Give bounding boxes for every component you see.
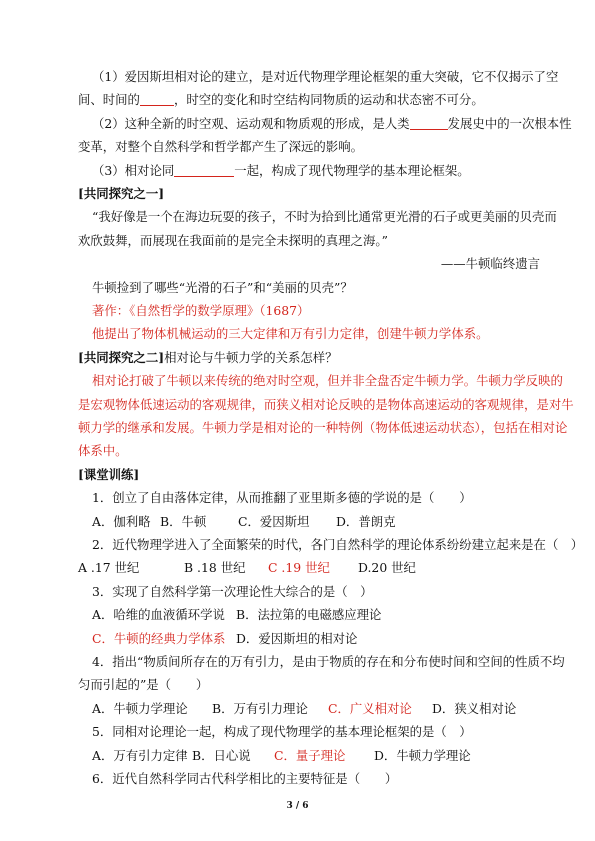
q3-option-c[interactable]: C．牛顿的经典力学体系: [92, 630, 226, 646]
explore1-attribution: ——牛顿临终遗言: [440, 256, 540, 272]
question-3-options-row1: [92, 604, 554, 626]
explore1-header: [共同探究之一]: [78, 186, 165, 201]
q1-option-d[interactable]: D．普朗克: [336, 513, 396, 529]
question-4-options: [92, 698, 554, 720]
q3-option-a[interactable]: A．哈维的血液循环学说: [92, 607, 225, 623]
question-3: 3．实现了自然科学第一次理论性大综合的是（ ）: [92, 583, 373, 599]
explore1-answer-line1: 著作：《自然哲学的数学原理》（1687）: [92, 303, 310, 318]
q3-option-b[interactable]: B．法拉第的电磁感应理论: [236, 607, 382, 623]
question-2-options: [78, 557, 540, 579]
question-4-line2: 匀而引起的”是（ ）: [78, 677, 209, 693]
explore2-header: [共同探究之二]: [78, 349, 165, 365]
explore2-answer-line4: 体系中。: [78, 443, 128, 459]
q2-option-d[interactable]: D.20 世纪: [358, 560, 416, 576]
q2-option-c[interactable]: C .19 世纪: [268, 560, 330, 576]
question-2: 2．近代物理学进入了全面繁荣的时代，各门自然科学的理论体系纷纷建立起来是在（ ）: [92, 537, 584, 552]
question-4-line1: 4．指出“物质间所存在的万有引力，是由于物质的存在和分布使时间和空间的性质不均: [92, 654, 565, 669]
explore1-quote-line1: “我好像是一个在海边玩耍的孩子，不时为拾到比通常更光滑的石子或更美丽的贝壳而: [92, 209, 557, 225]
explore1-quote-line2: 欢欣鼓舞，而展现在我面前的是完全未探明的真理之海。”: [78, 232, 388, 248]
question-5: 5．同相对论理论一起，构成了现代物理学的基本理论框架的是（ ）: [92, 724, 472, 740]
question-3-options-row2: [92, 628, 554, 650]
q2-option-a[interactable]: A .17 世纪: [78, 560, 140, 576]
explore1-answer-line2: 他提出了物体机械运动的三大定律和万有引力定律，创建牛顿力学体系。: [92, 326, 489, 342]
p2-line1-text-a: （2）这种全新的时空观、运动观和物质观的形成，是人类: [92, 115, 410, 131]
answer-blank-1[interactable]: [140, 91, 174, 106]
q5-option-a[interactable]: A．万有引力定律: [92, 747, 188, 763]
q2-option-b[interactable]: B .18 世纪: [184, 560, 246, 576]
q1-option-c[interactable]: C．爱因斯坦: [238, 513, 310, 529]
p3-line: [92, 160, 554, 182]
question-1: 1．创立了自由落体定律，从而推翻了亚里斯多德的学说的是（ ）: [92, 490, 472, 506]
explore2-answer-line1: 相对论打破了牛顿以来传统的绝对时空观，但并非全盘否定牛顿力学。牛顿力学反映的: [92, 373, 563, 389]
question-1-options: [92, 511, 554, 533]
p1-line2-text-a: 间、时间的: [78, 92, 140, 108]
q5-option-d[interactable]: D．牛顿力学理论: [374, 747, 471, 763]
q4-option-b[interactable]: B．万有引力理论: [212, 700, 308, 716]
q5-option-b[interactable]: B．日心说: [192, 747, 251, 763]
q1-option-b[interactable]: B．牛顿: [160, 513, 207, 529]
p2-line1-text-b: 发展史中的一次根本性: [447, 115, 572, 131]
q4-option-d[interactable]: D．狭义相对论: [432, 700, 517, 716]
q4-option-a[interactable]: A．牛顿力学理论: [92, 700, 188, 716]
p3-text-b: 一起，构成了现代物理学的基本理论框架。: [234, 162, 470, 178]
question-5-options: [92, 745, 554, 767]
training-header: [课堂训练]: [78, 466, 140, 482]
q4-option-c[interactable]: C．广义相对论: [328, 700, 412, 716]
p2-line2: 变革，对整个自然科学和哲学都产生了深远的影响。: [78, 139, 363, 155]
explore1-question: 牛顿捡到了哪些“光滑的石子”和“美丽的贝壳”？: [92, 279, 353, 295]
question-6: 6．近代自然科学同古代科学相比的主要特征是（ ）: [92, 771, 398, 786]
page-number: 3 / 6: [286, 801, 309, 812]
p2-line1: [92, 113, 572, 135]
p1-line2-text-b: ，时空的变化和时空结构同物质的运动和状态密不可分。: [173, 92, 484, 108]
p3-text-a: （3）相对论同: [92, 162, 175, 178]
q3-option-d[interactable]: D．爱因斯坦的相对论: [236, 630, 358, 646]
p1-line2: [78, 89, 540, 111]
answer-blank-2[interactable]: [410, 115, 448, 130]
explore2-title: [78, 347, 540, 369]
explore2-question: 相对论与牛顿力学的关系怎样？: [164, 349, 338, 365]
q1-option-a[interactable]: A．伽利略: [92, 513, 151, 529]
answer-blank-3[interactable]: [174, 162, 234, 177]
p1-line1: （1）爱因斯坦相对论的建立，是对近代物理学理论框架的重大突破，它不仅揭示了空: [92, 69, 559, 84]
explore2-answer-line3: 顿力学的继承和发展。牛顿力学是相对论的一种特例（物体低速运动状态），包括在相对论: [78, 420, 568, 435]
q5-option-c[interactable]: C．量子理论: [274, 747, 346, 763]
explore2-answer-line2: 是宏观物体低速运动的客观规律，而狭义相对论反映的是物体高速运动的客观规律，是对牛: [78, 396, 574, 412]
